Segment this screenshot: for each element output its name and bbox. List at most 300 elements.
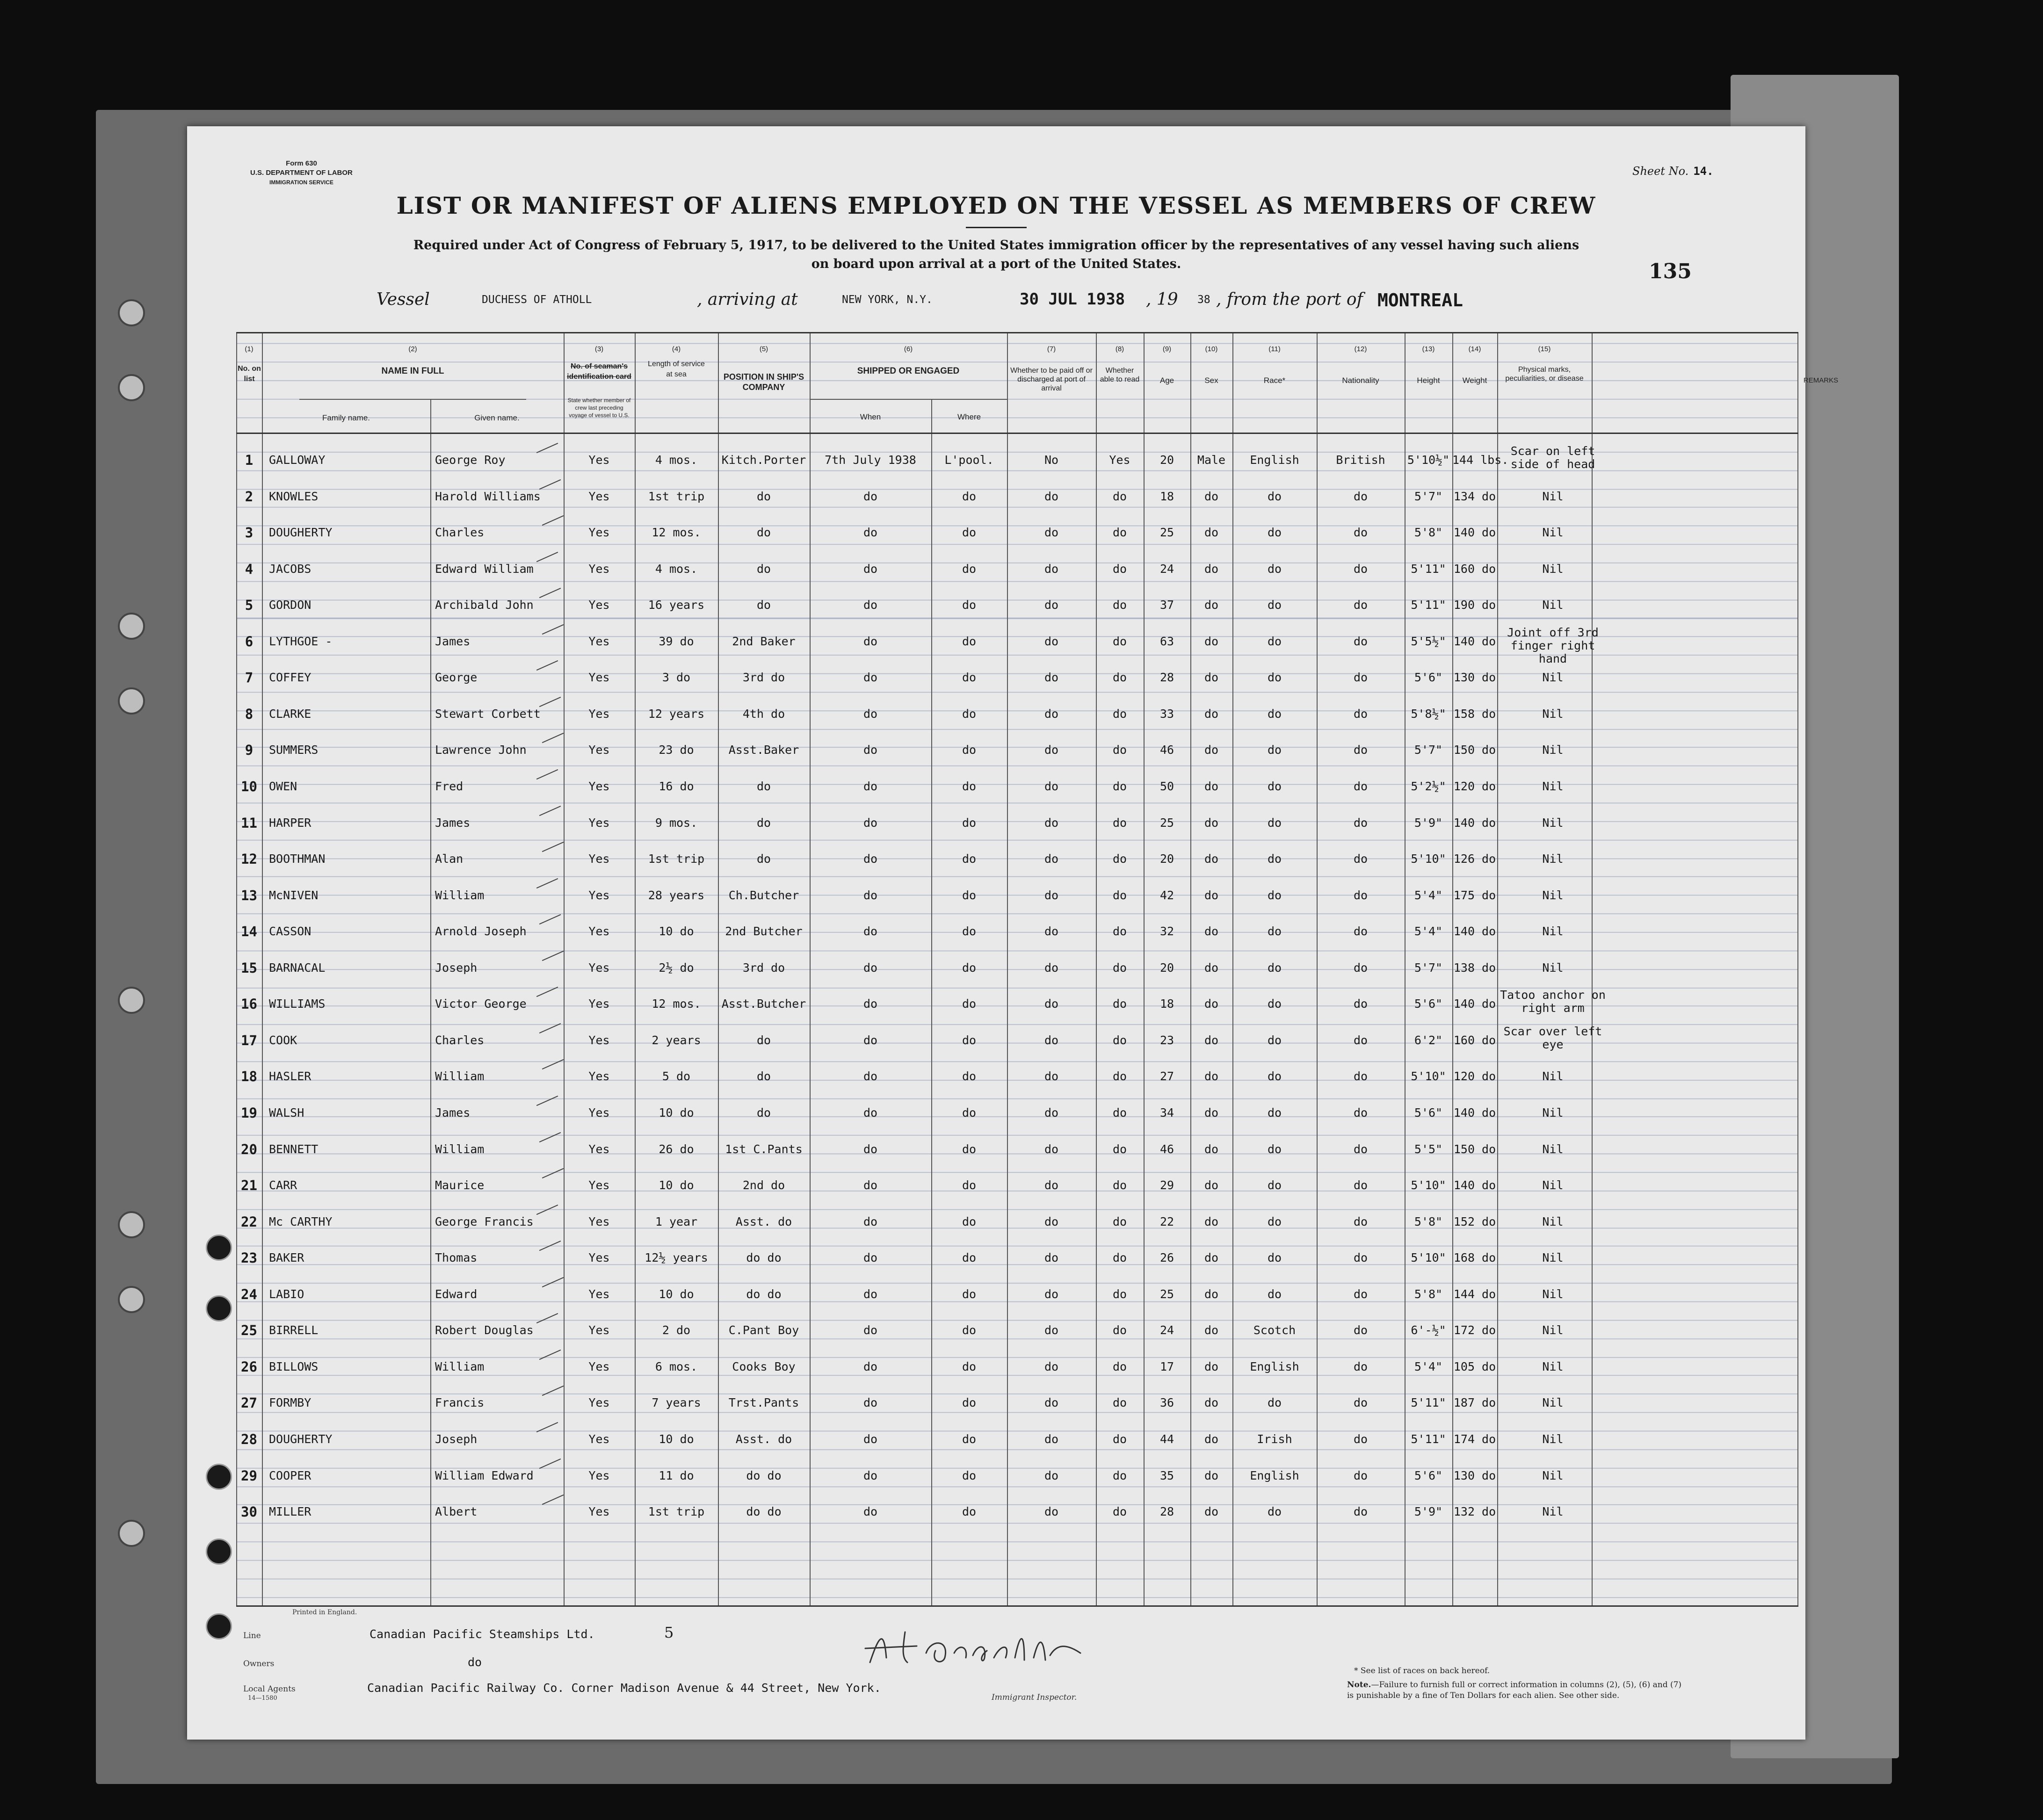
physical-marks-cell: Nil — [1542, 1142, 1564, 1156]
age-cell: 17 — [1159, 1359, 1174, 1373]
ship-position-cell: do — [756, 1069, 771, 1083]
height-cell: 5'6" — [1414, 997, 1443, 1011]
check-mark — [539, 1241, 561, 1251]
previous-voyage-cell: Yes — [588, 1142, 610, 1156]
length-of-service-cell: 4 mos. — [655, 453, 698, 467]
height-cell: 5'11" — [1411, 1432, 1446, 1446]
height-cell: 5'4" — [1414, 1359, 1443, 1373]
height-cell: 6'-½" — [1411, 1323, 1446, 1337]
shipped-where-cell: do — [962, 1432, 977, 1446]
shipped-when-cell: do — [863, 634, 878, 648]
race-cell: do — [1267, 1178, 1282, 1192]
able-to-read-cell: Yes — [1109, 453, 1130, 467]
race-cell: do — [1267, 997, 1282, 1011]
physical-marks-cell: Nil — [1542, 1287, 1564, 1301]
subtitle-line: on board upon arrival at a port of the United States. — [811, 257, 1181, 271]
able-to-read-cell: do — [1112, 1214, 1127, 1228]
given-name-cell: Albert — [435, 1505, 478, 1519]
shipped-where-cell: do — [962, 634, 977, 648]
shipped-where-cell: do — [962, 1396, 977, 1410]
height-cell: 5'5" — [1414, 1142, 1443, 1156]
ship-position-cell: 3rd do — [742, 961, 785, 975]
physical-marks-cell: Nil — [1542, 1468, 1564, 1482]
check-mark — [539, 1132, 561, 1142]
table-row — [236, 805, 1798, 841]
age-cell: 50 — [1159, 779, 1174, 793]
able-to-read-cell: do — [1112, 1105, 1127, 1119]
physical-marks-cell: Tatoo anchor on right arm — [1500, 988, 1606, 1015]
sheet-number-value: 14. — [1693, 165, 1714, 178]
previous-voyage-cell: Yes — [588, 743, 610, 757]
name-header-rule — [299, 399, 526, 400]
given-name-cell: George Francis — [435, 1214, 534, 1228]
paid-off-cell: do — [1044, 489, 1059, 503]
paid-off-cell: do — [1044, 1468, 1059, 1482]
header-physical-marks: Physical marks, peculiarities, or disease — [1505, 366, 1584, 383]
column-number: (14) — [1468, 345, 1481, 353]
physical-marks-cell: Nil — [1542, 961, 1564, 975]
ship-position-cell: do — [756, 526, 771, 540]
shipped-where-cell: do — [962, 1105, 977, 1119]
sex-cell: do — [1204, 1432, 1219, 1446]
manifest-footer — [187, 1604, 1805, 1740]
length-of-service-cell: 1st trip — [648, 1505, 705, 1519]
column-number: (6) — [904, 345, 913, 353]
inspector-signature — [861, 1625, 1104, 1672]
length-of-service-cell: 2 years — [652, 1033, 701, 1047]
sex-cell: do — [1204, 779, 1219, 793]
printed-note: Printed in England. — [292, 1609, 357, 1616]
previous-voyage-cell: Yes — [588, 1323, 610, 1337]
agents-value: Canadian Pacific Railway Co. Corner Madison Avenue & 44 Street, New York. — [367, 1681, 881, 1695]
height-cell: 5'9" — [1414, 816, 1443, 830]
sex-cell: do — [1204, 1142, 1219, 1156]
family-name-cell: BAKER — [269, 1251, 304, 1265]
column-number: (13) — [1422, 345, 1435, 353]
shipped-when-cell: do — [863, 779, 878, 793]
race-cell: English — [1250, 453, 1299, 467]
weight-cell: 172 do — [1453, 1323, 1496, 1337]
given-name-cell: James — [435, 1105, 471, 1119]
paid-off-cell: do — [1044, 1505, 1059, 1519]
physical-marks-cell: Nil — [1542, 852, 1564, 866]
check-mark — [539, 1458, 561, 1468]
shipped-when-cell: do — [863, 1069, 878, 1083]
nationality-cell: do — [1353, 1505, 1368, 1519]
length-of-service-cell: 2½ do — [659, 961, 694, 975]
weight-cell: 126 do — [1453, 852, 1496, 866]
sex-cell: do — [1204, 816, 1219, 830]
race-cell: do — [1267, 1287, 1282, 1301]
race-cell: Scotch — [1253, 1323, 1296, 1337]
paid-off-cell: do — [1044, 961, 1059, 975]
paid-off-cell: do — [1044, 1432, 1059, 1446]
height-cell: 5'10" — [1411, 852, 1446, 866]
shipped-when-cell: do — [863, 671, 878, 685]
able-to-read-cell: do — [1112, 1396, 1127, 1410]
family-name-cell: BOOTHMAN — [269, 852, 326, 866]
nationality-cell: do — [1353, 598, 1368, 612]
weight-cell: 160 do — [1453, 562, 1496, 576]
family-name-cell: CARR — [269, 1178, 297, 1192]
shipped-where-cell: do — [962, 779, 977, 793]
physical-marks-cell: Nil — [1542, 1396, 1564, 1410]
able-to-read-cell: do — [1112, 1069, 1127, 1083]
row-number-cell: 6 — [245, 633, 254, 650]
family-name-cell: CLARKE — [269, 707, 312, 721]
nationality-cell: do — [1353, 961, 1368, 975]
race-cell: do — [1267, 671, 1282, 685]
ship-position-cell: do — [756, 562, 771, 576]
height-cell: 5'6" — [1414, 671, 1443, 685]
row-number-cell: 2 — [245, 488, 254, 505]
length-of-service-cell: 16 do — [659, 779, 694, 793]
able-to-read-cell: do — [1112, 707, 1127, 721]
given-name-cell: Joseph — [435, 961, 478, 975]
sex-cell: do — [1204, 1287, 1219, 1301]
ship-position-cell: do — [756, 816, 771, 830]
able-to-read-cell: do — [1112, 1033, 1127, 1047]
agents-label: Local Agents — [243, 1684, 296, 1694]
sex-cell: do — [1204, 1214, 1219, 1228]
column-number: (10) — [1205, 345, 1218, 353]
height-cell: 5'6" — [1414, 1105, 1443, 1119]
age-cell: 23 — [1159, 1033, 1174, 1047]
able-to-read-cell: do — [1112, 997, 1127, 1011]
given-name-cell: Stewart Corbett — [435, 707, 541, 721]
race-cell: do — [1267, 1142, 1282, 1156]
ship-position-cell: do do — [746, 1287, 782, 1301]
row-number-cell: 19 — [241, 1105, 257, 1121]
physical-marks-cell: Nil — [1542, 671, 1564, 685]
height-cell: 5'4" — [1414, 888, 1443, 902]
sex-cell: do — [1204, 1105, 1219, 1119]
able-to-read-cell: do — [1112, 562, 1127, 576]
ship-position-cell: do — [756, 598, 771, 612]
physical-marks-cell: Nil — [1542, 1359, 1564, 1373]
row-number-cell: 18 — [241, 1069, 257, 1085]
length-of-service-cell: 6 mos. — [655, 1359, 698, 1373]
nationality-cell: do — [1353, 634, 1368, 648]
previous-voyage-cell: Yes — [588, 1105, 610, 1119]
family-name-cell: HASLER — [269, 1069, 312, 1083]
previous-voyage-cell: Yes — [588, 961, 610, 975]
page-stamp: 135 — [1649, 260, 1692, 283]
table-row — [236, 768, 1798, 805]
row-number-cell: 13 — [241, 887, 257, 903]
race-cell: do — [1267, 779, 1282, 793]
able-to-read-cell: do — [1112, 961, 1127, 975]
check-mark — [542, 515, 564, 526]
physical-marks-cell: Nil — [1542, 924, 1564, 939]
sex-cell: do — [1204, 707, 1219, 721]
weight-cell: 174 do — [1453, 1432, 1496, 1446]
weight-cell: 140 do — [1453, 634, 1496, 648]
height-cell: 6'2" — [1414, 1033, 1443, 1047]
shipped-when-cell: do — [863, 562, 878, 576]
shipped-when-cell: do — [863, 1359, 878, 1373]
age-cell: 24 — [1159, 562, 1174, 576]
ship-position-cell: do — [756, 1033, 771, 1047]
age-cell: 18 — [1159, 489, 1174, 503]
table-row — [236, 950, 1798, 986]
header-where: Where — [957, 412, 981, 421]
year-value: 38 — [1197, 294, 1210, 306]
weight-cell: 130 do — [1453, 671, 1496, 685]
nationality-cell: do — [1353, 1323, 1368, 1337]
header-family-name: Family name. — [322, 413, 370, 422]
row-number-cell: 3 — [245, 525, 254, 541]
paid-off-cell: do — [1044, 816, 1059, 830]
binder-hole — [118, 374, 145, 401]
height-cell: 5'11" — [1411, 598, 1446, 612]
family-name-cell: GALLOWAY — [269, 453, 326, 467]
check-mark — [539, 697, 561, 707]
shipped-where-cell: do — [962, 1178, 977, 1192]
nationality-cell: do — [1353, 526, 1368, 540]
length-of-service-cell: 11 do — [659, 1468, 694, 1482]
nationality-cell: do — [1353, 888, 1368, 902]
previous-voyage-cell: Yes — [588, 888, 610, 902]
sex-cell: do — [1204, 1323, 1219, 1337]
previous-voyage-cell: Yes — [588, 634, 610, 648]
family-name-cell: BIRRELL — [269, 1323, 319, 1337]
row-number-cell: 30 — [241, 1504, 257, 1520]
sheet-number — [1632, 165, 1714, 178]
length-of-service-cell: 10 do — [659, 1432, 694, 1446]
sex-cell: do — [1204, 997, 1219, 1011]
check-mark — [542, 1277, 564, 1287]
able-to-read-cell: do — [1112, 489, 1127, 503]
age-cell: 20 — [1159, 852, 1174, 866]
weight-cell: 132 do — [1453, 1505, 1496, 1519]
nationality-cell: do — [1353, 852, 1368, 866]
paid-off-cell: do — [1044, 707, 1059, 721]
physical-marks-cell: Nil — [1542, 888, 1564, 902]
check-mark — [536, 1422, 558, 1432]
table-row — [236, 1131, 1798, 1168]
paid-off-cell: do — [1044, 779, 1059, 793]
check-mark — [542, 624, 564, 635]
table-row — [236, 1349, 1798, 1385]
nationality-cell: do — [1353, 1251, 1368, 1265]
family-name-cell: LABIO — [269, 1287, 304, 1301]
table-row — [236, 478, 1798, 515]
table-row — [236, 551, 1798, 587]
binder-hole — [118, 1286, 145, 1313]
nationality-cell: do — [1353, 743, 1368, 757]
table-row — [236, 1167, 1798, 1204]
physical-marks-cell: Nil — [1542, 526, 1564, 540]
header-sex: Sex — [1204, 376, 1218, 385]
given-name-cell: Charles — [435, 526, 485, 540]
race-cell: do — [1267, 852, 1282, 866]
physical-marks-cell: Nil — [1542, 1069, 1564, 1083]
shipped-where-cell: do — [962, 598, 977, 612]
table-row — [236, 1058, 1798, 1095]
given-name-cell: Francis — [435, 1396, 485, 1410]
family-name-cell: CASSON — [269, 924, 312, 939]
weight-cell: 138 do — [1453, 961, 1496, 975]
row-number-cell: 21 — [241, 1177, 257, 1194]
family-name-cell: WALSH — [269, 1105, 304, 1119]
row-number-cell: 29 — [241, 1467, 257, 1484]
manifest-sheet — [187, 126, 1839, 1740]
length-of-service-cell: 1st trip — [648, 489, 705, 503]
given-name-cell: Alan — [435, 852, 464, 866]
race-cell: do — [1267, 924, 1282, 939]
row-number-cell: 16 — [241, 996, 257, 1012]
weight-cell: 190 do — [1453, 598, 1496, 612]
length-of-service-cell: 7 years — [652, 1396, 701, 1410]
table-row — [236, 659, 1798, 696]
table-row — [236, 1312, 1798, 1349]
given-name-cell: Joseph — [435, 1432, 478, 1446]
weight-cell: 150 do — [1453, 1142, 1496, 1156]
shipped-when-cell: do — [863, 1251, 878, 1265]
age-cell: 18 — [1159, 997, 1174, 1011]
shipped-when-cell: do — [863, 1505, 878, 1519]
weight-cell: 144 lbs. — [1452, 453, 1509, 467]
row-number-cell: 20 — [241, 1141, 257, 1157]
shipped-where-cell: do — [962, 852, 977, 866]
row-number-cell: 27 — [241, 1395, 257, 1411]
binder-hole — [118, 299, 145, 326]
previous-voyage-cell: Yes — [588, 852, 610, 866]
row-number-cell: 4 — [245, 561, 254, 577]
weight-cell: 140 do — [1453, 526, 1496, 540]
physical-marks-cell: Nil — [1542, 1323, 1564, 1337]
column-number: (4) — [672, 345, 681, 353]
physical-marks-cell: Nil — [1542, 1251, 1564, 1265]
sex-cell: do — [1204, 671, 1219, 685]
race-cell: do — [1267, 816, 1282, 830]
age-cell: 29 — [1159, 1178, 1174, 1192]
page-title: LIST OR MANIFEST OF ALIENS EMPLOYED ON THE VESSEL AS MEMBERS OF CREW — [396, 192, 1596, 219]
age-cell: 37 — [1159, 598, 1174, 612]
age-cell: 42 — [1159, 888, 1174, 902]
height-cell: 5'11" — [1411, 1396, 1446, 1410]
paid-off-cell: do — [1044, 1251, 1059, 1265]
table-row — [236, 1240, 1798, 1276]
shipped-when-cell: do — [863, 924, 878, 939]
family-name-cell: JACOBS — [269, 562, 312, 576]
check-mark — [542, 1059, 564, 1069]
paid-off-cell: do — [1044, 634, 1059, 648]
physical-marks-cell: Nil — [1542, 1432, 1564, 1446]
given-name-cell: George Roy — [435, 453, 506, 467]
shipped-where-cell: do — [962, 1214, 977, 1228]
weight-cell: 120 do — [1453, 779, 1496, 793]
subtitle-line: Required under Act of Congress of February 5, 1917, to be delivered to the United States immigration officer by the representatives of any vessel having such aliens — [413, 238, 1579, 253]
ship-position-cell: do do — [746, 1468, 782, 1482]
column-number: (3) — [594, 345, 604, 353]
shipped-when-cell: do — [863, 1033, 878, 1047]
length-of-service-cell: 16 years — [648, 598, 705, 612]
nationality-cell: do — [1353, 1105, 1368, 1119]
shipped-where-cell: do — [962, 671, 977, 685]
header-given-name: Given name. — [474, 413, 520, 422]
paid-off-cell: No — [1044, 453, 1059, 467]
shipped-when-cell: do — [863, 997, 878, 1011]
age-cell: 26 — [1159, 1251, 1174, 1265]
check-mark — [536, 1096, 558, 1106]
table-row — [236, 877, 1798, 914]
row-number-cell: 23 — [241, 1250, 257, 1266]
ship-position-cell: Trst.Pants — [728, 1396, 799, 1410]
table-row — [236, 696, 1798, 732]
agents-code: 14—1580 — [248, 1695, 277, 1702]
nationality-cell: do — [1353, 1033, 1368, 1047]
previous-voyage-cell: Yes — [588, 1432, 610, 1446]
able-to-read-cell: do — [1112, 779, 1127, 793]
race-cell: do — [1267, 888, 1282, 902]
header-able-to-read: Whether able to read — [1100, 367, 1140, 383]
given-name-cell: Thomas — [435, 1251, 478, 1265]
height-cell: 5'10" — [1411, 1251, 1446, 1265]
able-to-read-cell: do — [1112, 924, 1127, 939]
race-cell: do — [1267, 526, 1282, 540]
shipped-when-cell: 7th July 1938 — [825, 453, 916, 467]
weight-cell: 140 do — [1453, 816, 1496, 830]
paid-off-cell: do — [1044, 671, 1059, 685]
table-row — [236, 1276, 1798, 1313]
column-number: (15) — [1538, 345, 1551, 353]
shipped-where-cell: do — [962, 1142, 977, 1156]
nationality-cell: do — [1353, 1214, 1368, 1228]
table-row — [236, 1421, 1798, 1458]
age-cell: 44 — [1159, 1432, 1174, 1446]
race-cell: do — [1267, 1214, 1282, 1228]
ship-position-cell: Asst.Butcher — [721, 997, 806, 1011]
header-height: Height — [1417, 376, 1440, 385]
nationality-cell: do — [1353, 997, 1368, 1011]
sex-cell: do — [1204, 1251, 1219, 1265]
check-mark — [539, 1350, 561, 1360]
race-cell: Irish — [1257, 1432, 1292, 1446]
nationality-cell: do — [1353, 1178, 1368, 1192]
ship-position-cell: C.Pant Boy — [728, 1323, 799, 1337]
binder-hole — [118, 987, 145, 1014]
able-to-read-cell: do — [1112, 1287, 1127, 1301]
shipped-where-cell: do — [962, 489, 977, 503]
owners-value: do — [468, 1655, 482, 1669]
shipped-header-rule — [810, 399, 1007, 400]
given-name-cell: Robert Douglas — [435, 1323, 534, 1337]
family-name-cell: KNOWLES — [269, 489, 319, 503]
previous-voyage-cell: Yes — [588, 1359, 610, 1373]
row-number-cell: 28 — [241, 1431, 257, 1447]
able-to-read-cell: do — [1112, 1468, 1127, 1482]
length-of-service-cell: 12 mos. — [652, 997, 701, 1011]
physical-marks-cell: Nil — [1542, 816, 1564, 830]
paid-off-cell: do — [1044, 526, 1059, 540]
length-of-service-cell: 4 mos. — [655, 562, 698, 576]
given-name-cell: Archibald John — [435, 598, 534, 612]
line-mark: 5 — [664, 1624, 674, 1641]
shipped-when-cell: do — [863, 888, 878, 902]
length-of-service-cell: 12 mos. — [652, 526, 701, 540]
sex-cell: do — [1204, 1033, 1219, 1047]
able-to-read-cell: do — [1112, 634, 1127, 648]
form-number: Form 630 — [286, 159, 317, 167]
title-divider — [966, 227, 1027, 228]
binder-hole — [118, 687, 145, 715]
column-number: (1) — [245, 345, 254, 353]
paid-off-cell: do — [1044, 598, 1059, 612]
age-cell: 46 — [1159, 1142, 1174, 1156]
family-name-cell: COOK — [269, 1033, 297, 1047]
